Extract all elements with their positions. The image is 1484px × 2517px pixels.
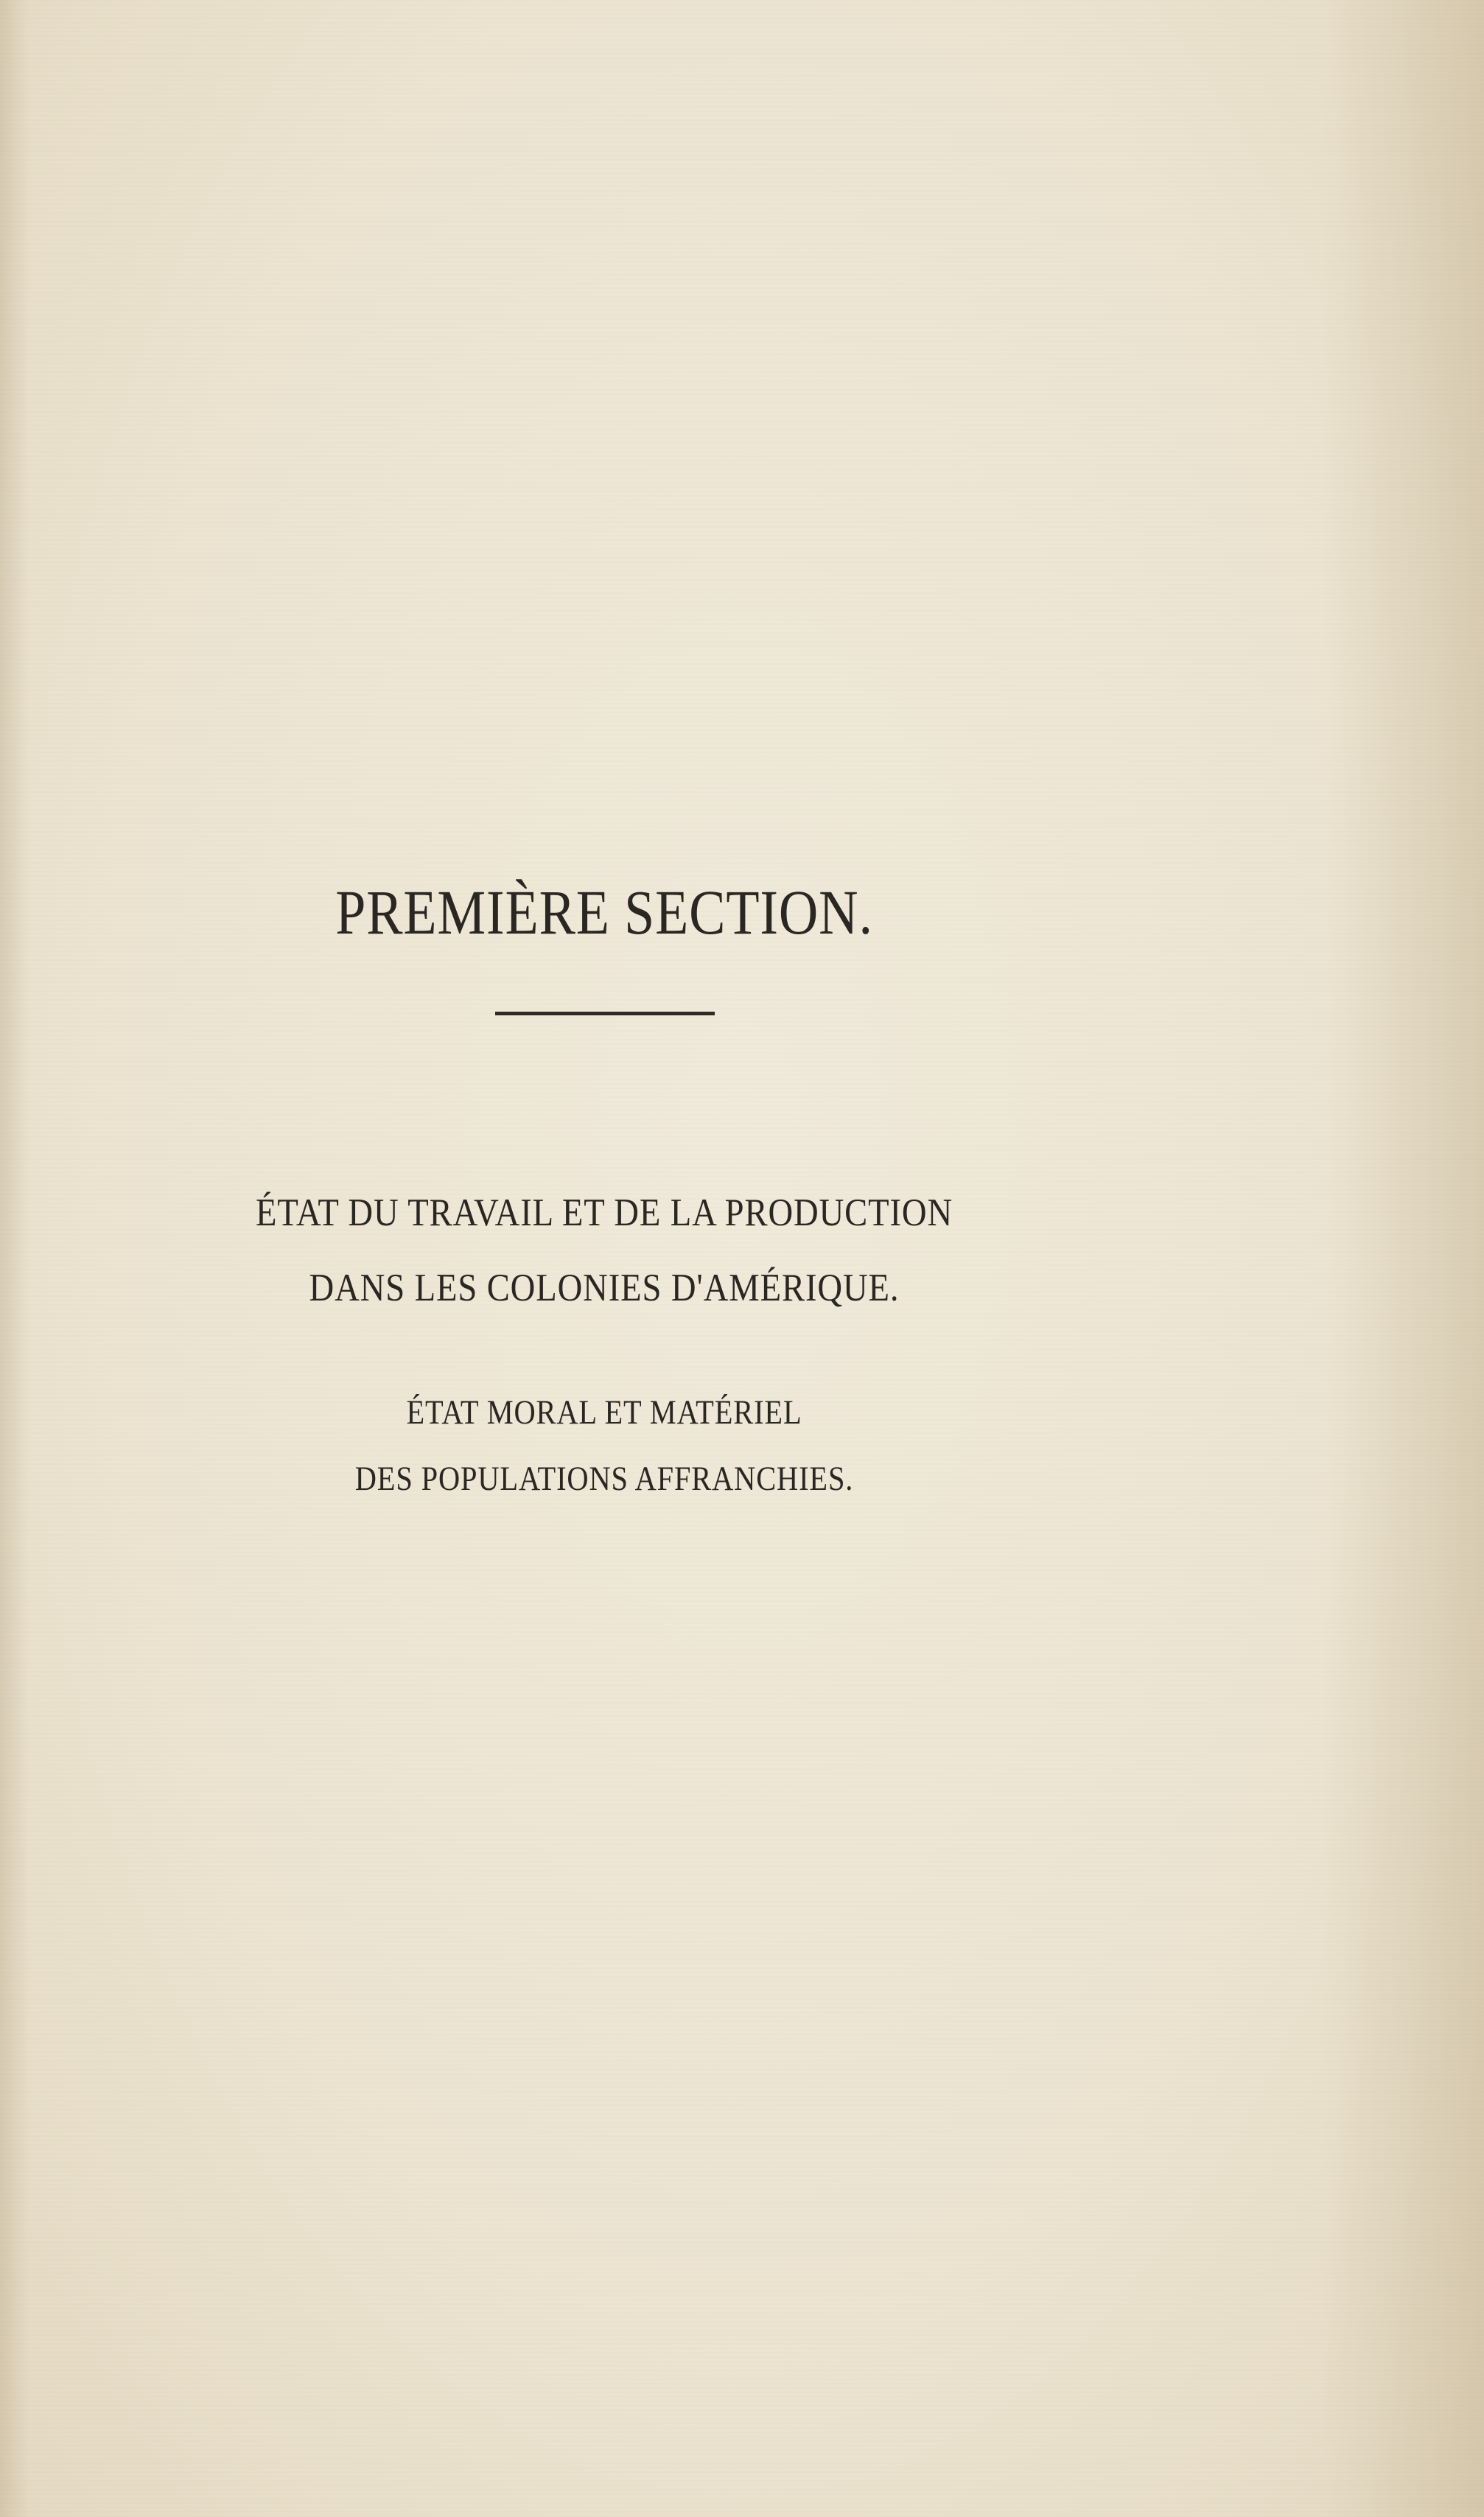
heading-line-2: DANS LES COLONIES D'AMÉRIQUE.: [309, 1267, 900, 1309]
page-edge-shadow-right: [1322, 0, 1484, 2517]
page-edge-shadow-left: [0, 0, 29, 2517]
divider-rule: [495, 1012, 715, 1015]
subheading-line-2: DES POPULATIONS AFFRANCHIES.: [354, 1460, 854, 1498]
subheading-line-1: ÉTAT MORAL ET MATÉRIEL: [406, 1393, 802, 1432]
section-title: PREMIÈRE SECTION.: [335, 877, 873, 948]
heading-line-1: ÉTAT DU TRAVAIL ET DE LA PRODUCTION: [255, 1191, 953, 1234]
